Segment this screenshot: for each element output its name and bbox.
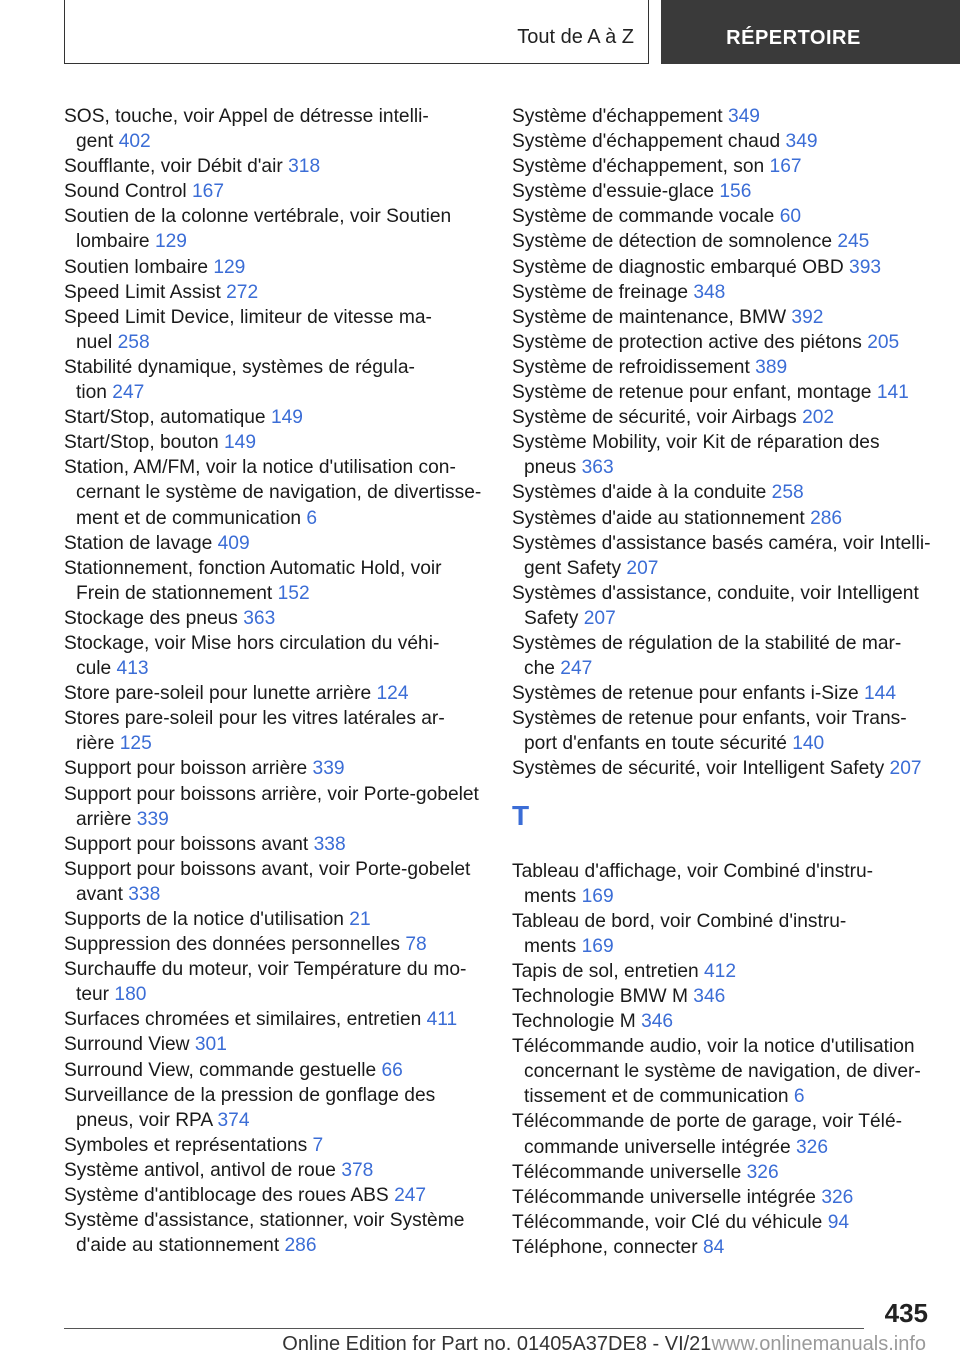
index-entry: Sound Control 167 (64, 181, 225, 203)
index-entry: SOS, touche, voir Appel de détresse intelli- gent 402 (64, 106, 429, 153)
page-reference-link[interactable]: 207 (889, 758, 922, 780)
page-reference-link[interactable]: 339 (312, 758, 345, 780)
page-reference-link[interactable]: 141 (876, 382, 909, 404)
index-entry: Système d'échappement chaud 349 (512, 131, 818, 153)
page-reference-link[interactable]: 21 (349, 909, 371, 930)
header-section-box (64, 0, 649, 64)
page-reference-link[interactable]: 326 (821, 1186, 854, 1208)
index-entry: Support pour boissons avant, voir Porte-gobelet avant 338 (64, 858, 471, 905)
page-reference-link[interactable]: 346 (693, 986, 726, 1007)
index-entry: Surveillance de la pression de gonflage des pneus, voir RPA 374 (64, 1084, 436, 1131)
index-entry: Systèmes de sécurité, voir Intelligent Safety 207 (512, 758, 922, 780)
page-reference-link[interactable]: 258 (117, 331, 150, 353)
index-entry: Système d'assistance, stationner, voir Système d'aide au stationnement 286 (64, 1210, 465, 1257)
header-title: RÉPERTOIRE (726, 27, 861, 49)
index-entry: Symboles et représentations 7 (64, 1134, 324, 1156)
page-reference-link[interactable]: 363 (243, 607, 276, 629)
footer-divider (64, 1328, 864, 1329)
page-reference-link[interactable]: 167 (769, 156, 802, 178)
page-number: 435 (884, 1298, 928, 1328)
page-reference-link[interactable]: 152 (277, 582, 310, 604)
page-reference-link[interactable]: 66 (381, 1059, 403, 1081)
page-reference-link[interactable]: 413 (116, 658, 149, 680)
page-reference-link[interactable]: 247 (394, 1185, 427, 1207)
index-entry: Suppression des données personnelles 78 (64, 934, 427, 956)
index-entry: Système de diagnostic embarqué OBD 393 (512, 256, 882, 278)
index-entry: Stationnement, fonction Automatic Hold, voir Frein de stationnement 152 (64, 557, 442, 604)
page-reference-link[interactable]: 94 (827, 1211, 850, 1233)
page-reference-link[interactable]: 272 (226, 281, 259, 303)
index-entry: Surchauffe du moteur, voir Température du mo- teur 180 (64, 959, 467, 1006)
index-entry: Télécommande de porte de garage, voir Télé- commande universelle intégrée 326 (512, 1111, 903, 1158)
page-reference-link[interactable]: 6 (793, 1086, 805, 1108)
index-entry: Télécommande universelle 326 (512, 1161, 779, 1183)
page-reference-link[interactable]: 84 (702, 1236, 725, 1258)
page-reference-link[interactable]: 149 (224, 432, 257, 454)
index-entry: Support pour boissons avant 338 (64, 833, 346, 855)
index-entry: Technologie M 346 (512, 1011, 674, 1033)
page-reference-link[interactable]: 411 (426, 1009, 458, 1031)
index-entry: Système de retenue pour enfant, montage 141 (512, 382, 909, 404)
page-reference-link[interactable]: 412 (704, 960, 737, 982)
index-list-right (512, 104, 930, 782)
page-reference-link[interactable]: 149 (270, 407, 303, 429)
page-reference-link[interactable]: 363 (581, 457, 614, 479)
index-entry: Surround View 301 (64, 1034, 227, 1056)
index-entry: Système de commande vocale 60 (512, 206, 802, 228)
page-reference-link[interactable]: 144 (863, 683, 896, 705)
page-reference-link[interactable]: 202 (802, 407, 835, 429)
page-reference-link[interactable]: 60 (779, 206, 802, 228)
index-entry: Start/Stop, bouton 149 (64, 432, 257, 454)
page-reference-link[interactable]: 392 (791, 306, 824, 328)
page-reference-link[interactable]: 129 (213, 256, 246, 278)
page-reference-link[interactable]: 389 (755, 356, 788, 378)
page-reference-link[interactable]: 156 (719, 181, 752, 203)
page-header (0, 0, 960, 64)
index-entry: Systèmes d'assistance basés caméra, voir Intelli- gent Safety 207 (512, 532, 931, 579)
page-reference-link[interactable]: 140 (792, 733, 825, 755)
index-entry: Systèmes d'aide au stationnement 286 (512, 507, 843, 529)
page-reference-link[interactable]: 339 (136, 808, 169, 830)
index-entry: Système d'échappement 349 (512, 106, 760, 127)
page-reference-link[interactable]: 393 (849, 256, 882, 278)
index-entry: Store pare-soleil pour lunette arrière 124 (64, 683, 409, 705)
page-reference-link[interactable]: 207 (626, 557, 659, 579)
page-reference-link[interactable]: 338 (128, 883, 161, 905)
page-reference-link[interactable]: 318 (288, 156, 321, 178)
section-letter: T (512, 799, 530, 831)
index-entry: Système antivol, antivol de roue 378 (64, 1159, 374, 1181)
index-entry: Système Mobility, voir Kit de réparation des pneus 363 (512, 432, 880, 479)
page-reference-link[interactable]: 129 (154, 231, 187, 253)
index-entry: Système de protection active des piétons 205 (512, 331, 900, 353)
page-reference-link[interactable]: 258 (771, 482, 804, 504)
page-reference-link[interactable]: 205 (867, 331, 900, 353)
index-entry: Systèmes de retenue pour enfants i-Size 144 (512, 683, 896, 705)
index-entry: Speed Limit Device, limiteur de vitesse ma- nuel 258 (64, 306, 432, 353)
index-entry: Stockage des pneus 363 (64, 607, 276, 629)
index-entry: Soutien de la colonne vertébrale, voir Soutien lombaire 129 (64, 206, 452, 253)
page-reference-link[interactable]: 245 (837, 231, 870, 253)
page-reference-link[interactable]: 286 (810, 507, 843, 529)
index-entry: Station de lavage 409 (64, 532, 250, 554)
page-reference-link[interactable]: 167 (192, 181, 225, 203)
index-entry: Système de maintenance, BMW 392 (512, 306, 824, 328)
page-reference-link[interactable]: 207 (583, 607, 616, 629)
index-column-left (64, 104, 482, 1258)
index-list-t (512, 859, 930, 1261)
page-reference-link[interactable]: 348 (693, 281, 726, 303)
page-reference-link[interactable]: 402 (118, 131, 151, 153)
index-entry: Système de sécurité, voir Airbags 202 (512, 407, 835, 429)
page-reference-link[interactable]: 349 (785, 131, 818, 153)
index-entry: Stores pare-soleil pour les vitres latérales ar- rière 125 (64, 708, 445, 755)
index-entry: Système de détection de somnolence 245 (512, 231, 870, 253)
index-entry: Système d'antiblocage des roues ABS 247 (64, 1185, 427, 1207)
index-entry: Support pour boissons arrière, voir Porte-gobelet arrière 339 (64, 783, 479, 830)
page-reference-link[interactable]: 247 (560, 658, 593, 680)
index-entry: Station, AM/FM, voir la notice d'utilisation con- cernant le système de navigation, de divertisse- ment et de communication 6 (64, 457, 482, 529)
page-reference-link[interactable]: 169 (581, 935, 614, 957)
page-reference-link[interactable]: 180 (114, 984, 147, 1006)
footer-edition: Online Edition for Part no. 01405A37DE8 - VI/21 (282, 1333, 712, 1355)
page-reference-link[interactable]: 301 (194, 1034, 227, 1056)
index-entry: Systèmes d'assistance, conduite, voir Intelligent Safety 207 (512, 582, 919, 629)
index-entry: Stockage, voir Mise hors circulation du véhi- cule 413 (64, 632, 440, 680)
index-entry: Système de freinage 348 (512, 281, 726, 303)
page-reference-link[interactable]: 326 (746, 1161, 779, 1183)
index-entry: Tapis de sol, entretien 412 (512, 960, 737, 982)
index-entry: Systèmes de retenue pour enfants, voir Trans- port d'enfants en toute sécurité 140 (512, 708, 907, 755)
page-reference-link[interactable]: 169 (581, 885, 614, 907)
page-reference-link[interactable]: 247 (112, 382, 145, 404)
index-entry: Tableau d'affichage, voir Combiné d'instru- ments 169 (512, 860, 874, 907)
index-entry: Systèmes d'aide à la conduite 258 (512, 482, 804, 504)
index-entry: Système d'échappement, son 167 (512, 156, 802, 178)
index-entry: Télécommande, voir Clé du véhicule 94 (512, 1211, 850, 1233)
page-reference-link[interactable]: 7 (312, 1134, 324, 1156)
header-section-label: Tout de A à Z (517, 26, 634, 48)
page-reference-link[interactable]: 374 (217, 1109, 250, 1131)
index-entry: Télécommande universelle intégrée 326 (512, 1186, 854, 1208)
page-reference-link[interactable]: 409 (217, 532, 250, 554)
index-entry: Systèmes de régulation de la stabilité de mar- che 247 (512, 632, 902, 680)
footer-watermark: www.onlinemanuals.info (711, 1333, 926, 1355)
page-reference-link[interactable]: 346 (641, 1011, 674, 1033)
index-entry: Soutien lombaire 129 (64, 256, 246, 278)
index-entry: Système d'essuie-glace 156 (512, 181, 752, 203)
page-reference-link[interactable]: 125 (119, 733, 152, 755)
index-entry: Support pour boisson arrière 339 (64, 758, 345, 780)
page-reference-link[interactable]: 378 (341, 1159, 374, 1181)
page-reference-link[interactable]: 338 (313, 833, 346, 855)
index-entry: Technologie BMW M 346 (512, 986, 726, 1007)
index-entry: Télécommande audio, voir la notice d'utilisation concernant le système de navigation, de diver- tissement et de communication 6 (512, 1036, 921, 1108)
index-entry: Surfaces chromées et similaires, entretien 411 (64, 1009, 458, 1031)
page-footer (0, 1333, 960, 1356)
index-entry: Téléphone, connecter 84 (512, 1236, 725, 1258)
page-reference-link[interactable]: 326 (795, 1136, 828, 1158)
page-reference-link[interactable]: 124 (376, 683, 409, 705)
index-entry: Système de refroidissement 389 (512, 356, 788, 378)
index-column-right (512, 104, 930, 1260)
index-entry: Supports de la notice d'utilisation 21 (64, 909, 371, 930)
index-entry: Start/Stop, automatique 149 (64, 407, 303, 429)
page-reference-link[interactable]: 6 (306, 507, 318, 529)
index-entry: Speed Limit Assist 272 (64, 281, 259, 303)
page-reference-link[interactable]: 349 (727, 106, 760, 127)
index-entry: Soufflante, voir Débit d'air 318 (64, 156, 321, 178)
index-entry: Tableau de bord, voir Combiné d'instru- ments 169 (512, 910, 847, 957)
index-entry: Surround View, commande gestuelle 66 (64, 1059, 403, 1081)
page-reference-link[interactable]: 286 (284, 1235, 317, 1257)
index-entry: Stabilité dynamique, systèmes de régula- tion 247 (64, 356, 415, 404)
header-title-box (661, 0, 960, 64)
page-reference-link[interactable]: 78 (405, 934, 427, 956)
